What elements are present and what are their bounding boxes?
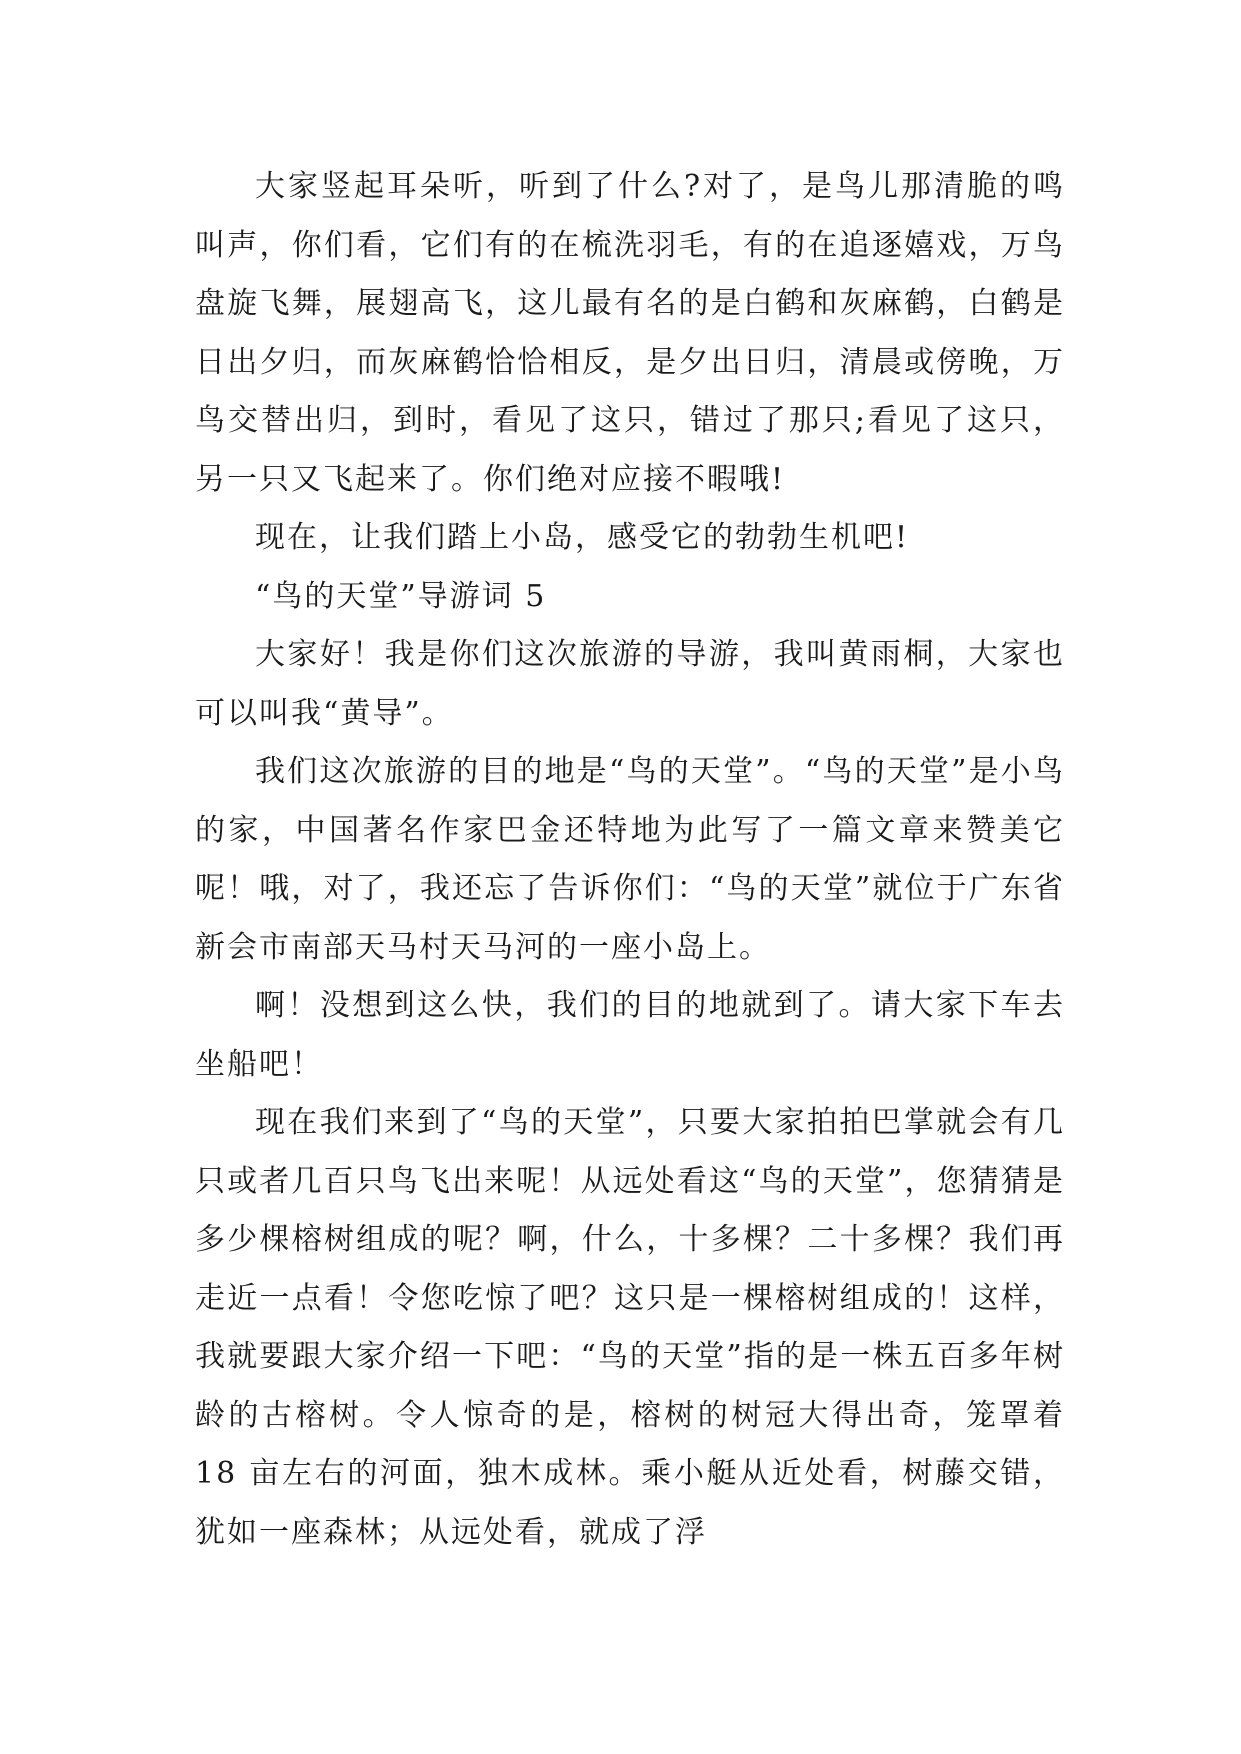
section-heading: “鸟的天堂”导游词 5 [255, 578, 547, 614]
paragraph-greeting: 大家好！我是你们这次旅游的导游，我叫黄雨桐，大家也可以叫我“黄导”。 [195, 637, 1065, 731]
paragraph-destination: 我们这次旅游的目的地是“鸟的天堂”。“鸟的天堂”是小鸟的家，中国著名作家巴金还特地为此写了一篇文章来赞美它呢！哦，对了，我还忘了告诉你们：“鸟的天堂”就位于广东省新会市南部天马村天马河的一座小岛上。 [195, 754, 1065, 965]
paragraph-birds-sounds: 大家竖起耳朵听，听到了什么?对了，是鸟儿那清脆的鸣叫声，你们看，它们有的在梳洗羽毛，有的在追逐嬉戏，万鸟盘旋飞舞，展翅高飞，这儿最有名的是白鹤和灰麻鹤，白鹤是日出夕归，而灰麻鹤恰恰相反，是夕出日归，清晨或傍晚，万鸟交替出归，到时，看见了这只，错过了那只;看见了这只，另一只又飞起来了。你们绝对应接不暇哦! [195, 169, 1065, 497]
document-body [195, 158, 1065, 1562]
paragraph-island-visit: 现在，让我们踏上小岛，感受它的勃勃生机吧! [255, 520, 910, 555]
paragraph-banyan-tree: 现在我们来到了“鸟的天堂”，只要大家拍拍巴掌就会有几只或者几百只鸟飞出来呢！从远处看这“鸟的天堂”，您猜猜是多少棵榕树组成的呢？啊，什么，十多棵？二十多棵？我们再走近一点看！令您吃惊了吧？这只是一棵榕树组成的！这样，我就要跟大家介绍一下吧：“鸟的天堂”指的是一株五百多年树龄的古榕树。令人惊奇的是，榕树的树冠大得出奇，笼罩着 18 亩左右的河面，独木成林。乘小艇从近处看，树藤交错，犹如一座森林；从远处看，就成了浮 [195, 1105, 1065, 1550]
paragraph-arrival: 啊！没想到这么快，我们的目的地就到了。请大家下车去坐船吧！ [195, 988, 1065, 1082]
